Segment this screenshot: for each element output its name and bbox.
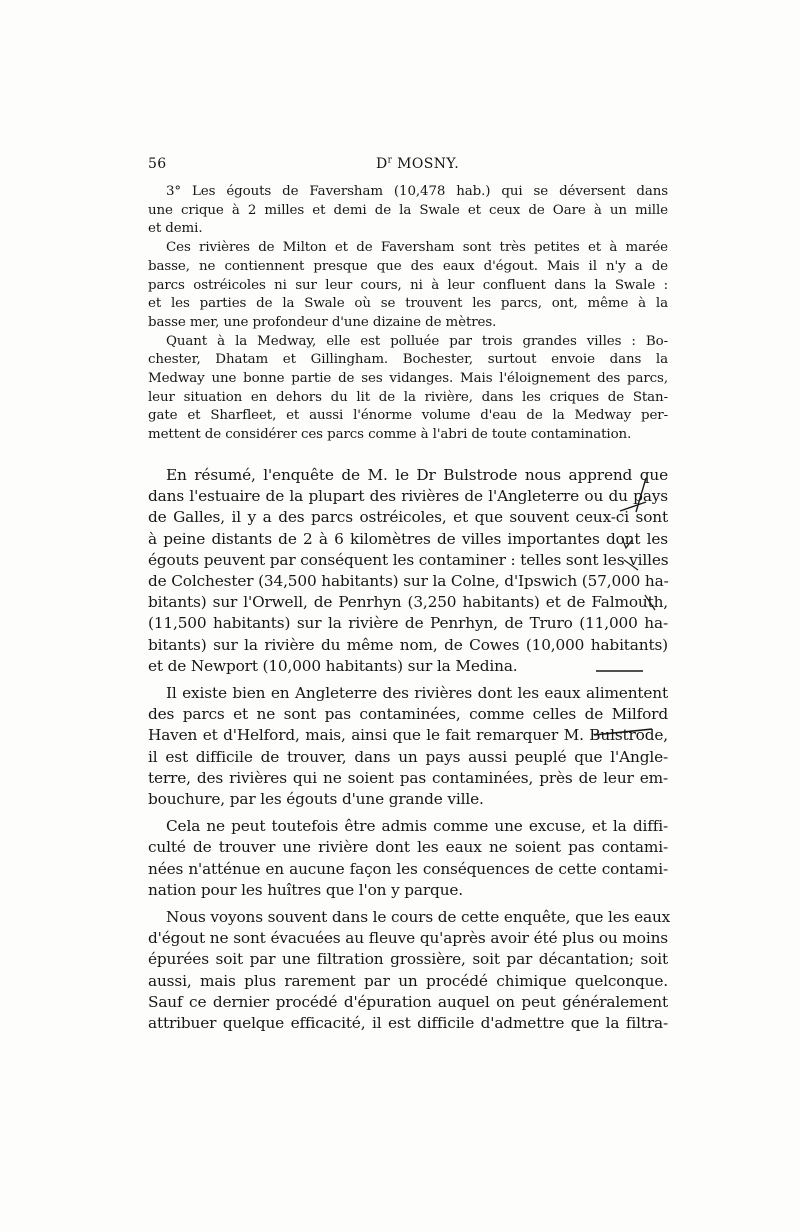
text-line: Haven et d'Helford, mais, ainsi que le fait remarquer M. Bulstrode, bbox=[148, 726, 668, 745]
page-number: 56 bbox=[148, 156, 167, 172]
paragraph-sewage-treatment bbox=[148, 907, 671, 1034]
running-head-author bbox=[376, 156, 459, 172]
text-line: il est difficile de trouver, dans un pays aussi peuplé que l'Angle- bbox=[148, 747, 668, 766]
text-line: bitants) sur la rivière du même nom, de Cowes (10,000 habitants) bbox=[148, 635, 668, 654]
text-line: nées n'atténue en aucune façon les conséquences de cette contami- bbox=[148, 859, 668, 878]
text-line: égouts peuvent par conséquent les contaminer : telles sont les villes bbox=[148, 550, 669, 569]
text-line: (11,500 habitants) sur la rivière de Penrhyn, de Truro (11,000 ha- bbox=[148, 614, 668, 633]
paragraph-milton-faversham-rivers bbox=[148, 239, 668, 333]
text-line: Il existe bien en Angleterre des rivières dont les eaux alimentent bbox=[166, 684, 668, 703]
text-line: bitants) sur l'Orwell, de Penrhyn (3,250 habitants) et de Falmouth, bbox=[148, 593, 668, 612]
text-line: épurées soit par une filtration grossière, soit par décantation; soit bbox=[148, 950, 668, 969]
text-line: des parcs et ne sont pas contaminées, comme celles de Milford bbox=[148, 705, 668, 724]
text-line: bouchure, par les égouts d'une grande ville. bbox=[148, 790, 484, 809]
text-line: nation pour les huîtres que l'on y parque. bbox=[148, 880, 464, 899]
paragraph-summary bbox=[148, 465, 668, 677]
author-initial: D bbox=[376, 156, 388, 172]
text-line: culté de trouver une rivière dont les eaux ne soient pas contami- bbox=[148, 838, 668, 857]
text-line: terre, des rivières qui ne soient pas contaminées, près de leur em- bbox=[148, 768, 668, 787]
text-line: Cela ne peut toutefois être admis comme une excuse, et la diffi- bbox=[166, 817, 668, 836]
text-line: basse, ne contiennent presque que des eaux d'égout. Mais il n'y a de bbox=[148, 258, 668, 274]
text-line: parcs ostréicoles ni sur leur cours, ni à leur confluent dans la Swale : bbox=[148, 277, 668, 293]
large-print-section bbox=[148, 465, 671, 1040]
text-line: leur situation en dehors du lit de la rivière, dans les criques de Stan- bbox=[148, 389, 668, 405]
text-line: gate et Sharfleet, et aussi l'énorme volume d'eau de la Medway per- bbox=[148, 408, 668, 424]
text-line: attribuer quelque efficacité, il est difficile d'admettre que la filtra- bbox=[148, 1014, 668, 1033]
paragraph-faversham-sewers bbox=[148, 183, 668, 239]
text-line: Sauf ce dernier procédé d'épuration auquel on peut généralement bbox=[148, 992, 668, 1011]
text-line: chester, Dhatam et Gillingham. Bochester, surtout envoie dans la bbox=[148, 352, 668, 368]
text-line: En résumé, l'enquête de M. le Dr Bulstrode nous apprend que bbox=[166, 466, 668, 484]
author-name: MOSNY. bbox=[392, 156, 460, 172]
text-line: d'égout ne sont évacuées au fleuve qu'après avoir été plus ou moins bbox=[148, 929, 668, 948]
text-line: de Galles, il y a des parcs ostréicoles, et que souvent ceux-ci sont bbox=[148, 508, 668, 527]
paragraph-uncontaminated-rivers bbox=[148, 683, 668, 810]
text-line: Ces rivières de Milton et de Faversham sont très petites et à marée bbox=[166, 240, 668, 256]
text-line: de Colchester (34,500 habitants) sur la Colne, d'Ipswich (57,000 ha- bbox=[148, 572, 669, 591]
text-line: et de Newport (10,000 habitants) sur la Medina. bbox=[148, 656, 518, 675]
text-line: Medway une bonne partie de ses vidanges. Mais l'éloignement des parcs, bbox=[148, 371, 668, 387]
text-line: mettent de considérer ces parcs comme à l'abri de toute contamination. bbox=[148, 427, 632, 443]
text-line: et les parties de la Swale où se trouvent les parcs, ont, même à la bbox=[148, 296, 668, 312]
paragraph-medway bbox=[148, 333, 668, 445]
text-line: basse mer, une profondeur d'une dizaine de mètres. bbox=[148, 314, 497, 330]
text-line: et demi. bbox=[148, 221, 203, 237]
text-line: à peine distants de 2 à 6 kilomètres de villes importantes dont les bbox=[148, 529, 668, 548]
text-line: Quant à la Medway, elle est polluée par trois grandes villes : Bo- bbox=[166, 333, 668, 349]
small-print-section bbox=[148, 183, 668, 445]
running-header bbox=[148, 156, 668, 180]
author-title-sup: r bbox=[387, 155, 393, 166]
text-line: Nous voyons souvent dans le cours de cette enquête, que les eaux bbox=[166, 908, 671, 927]
text-line: aussi, mais plus rarement par un procédé chimique quelconque. bbox=[148, 971, 668, 990]
text-line: 3° Les égouts de Faversham (10,478 hab.) qui se déversent dans bbox=[166, 184, 668, 199]
text-line: dans l'estuaire de la plupart des rivières de l'Angleterre ou du pays bbox=[148, 487, 668, 506]
paragraph-excuse bbox=[148, 816, 668, 901]
text-line: une crique à 2 milles et demi de la Swale et ceux de Oare à un mille bbox=[148, 202, 668, 218]
